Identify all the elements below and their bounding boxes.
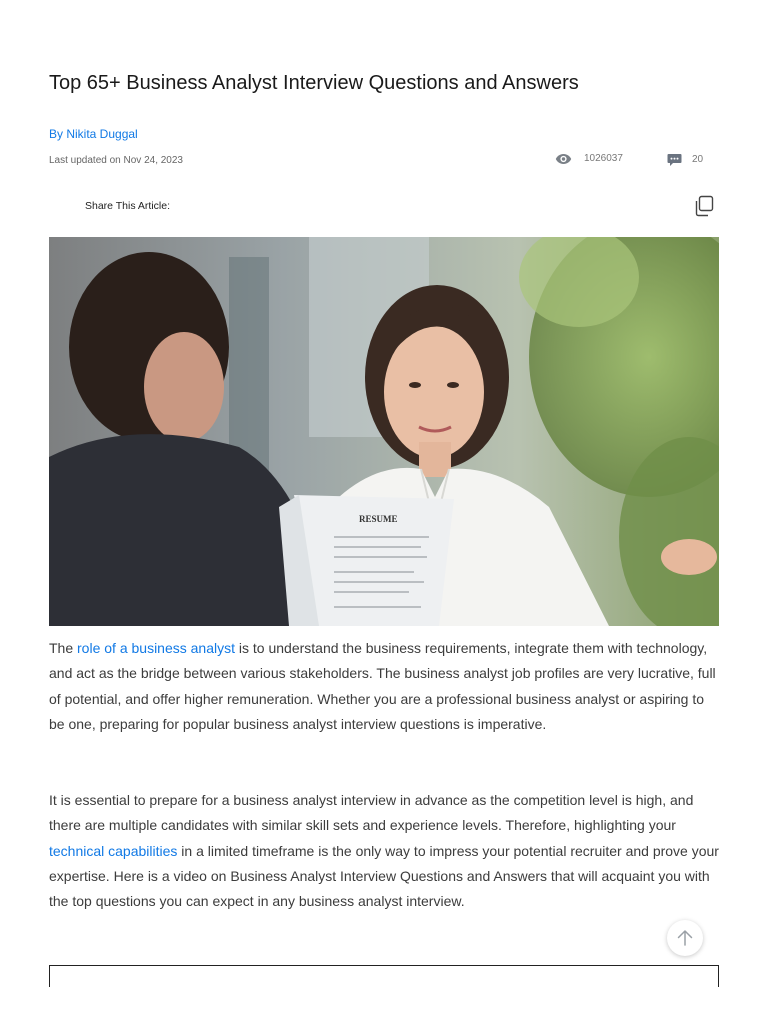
comments-count: 20 xyxy=(692,153,704,165)
hero-image xyxy=(49,237,719,626)
arrow-up-icon xyxy=(675,928,695,948)
author-link[interactable]: Nikita Duggal xyxy=(66,127,138,141)
p1-text-end: is to understand the business requirements, integrate them with technology, and act as the bridge between various stakeholders. The business analyst job profiles are very lucrative, full of potential, and offer higher remuneration. Whether you are a professional business analyst or aspiring to be one, preparing for popular business analyst interview questions is imperative. xyxy=(49,640,716,732)
comments-stat[interactable] xyxy=(667,152,703,167)
interview-photo xyxy=(49,237,719,626)
resume-label: RESUME xyxy=(359,514,398,524)
scroll-to-top-button[interactable] xyxy=(667,920,703,956)
author-byline xyxy=(49,126,138,142)
comment-icon xyxy=(667,152,682,167)
views-stat xyxy=(555,152,623,166)
p2-text-start: It is essential to prepare for a business analyst interview in advance as the competition level is high, and there are multiple candidates with similar skill sets and experience levels. Therefore, highlighting your xyxy=(49,792,694,834)
views-count: 1026037 xyxy=(584,153,623,164)
role-of-business-analyst-link[interactable]: role of a business analyst xyxy=(77,640,235,656)
article-title: Top 65+ Business Analyst Interview Questions and Answers xyxy=(49,72,579,94)
intro-paragraph-1 xyxy=(49,636,721,737)
copy-icon xyxy=(692,194,716,218)
technical-capabilities-link[interactable]: technical capabilities xyxy=(49,842,178,859)
p1-text-start: The xyxy=(49,640,78,656)
author-prefix: By xyxy=(49,127,67,141)
intro-paragraph-2 xyxy=(49,788,721,914)
p2-text-end: in a limited timeframe is the only way to impress your potential recruiter and prove your expertise. Here is a video on Business Analyst Interview Questions and Answers that will acquaint you with the top questions you can expect in any business analyst interview. xyxy=(49,842,719,910)
share-label: Share This Article: xyxy=(85,200,171,212)
eye-icon xyxy=(555,153,572,165)
last-updated: Last updated on Nov 24, 2023 xyxy=(49,155,183,166)
video-embed[interactable] xyxy=(49,965,719,987)
copy-link-button[interactable] xyxy=(692,194,716,218)
